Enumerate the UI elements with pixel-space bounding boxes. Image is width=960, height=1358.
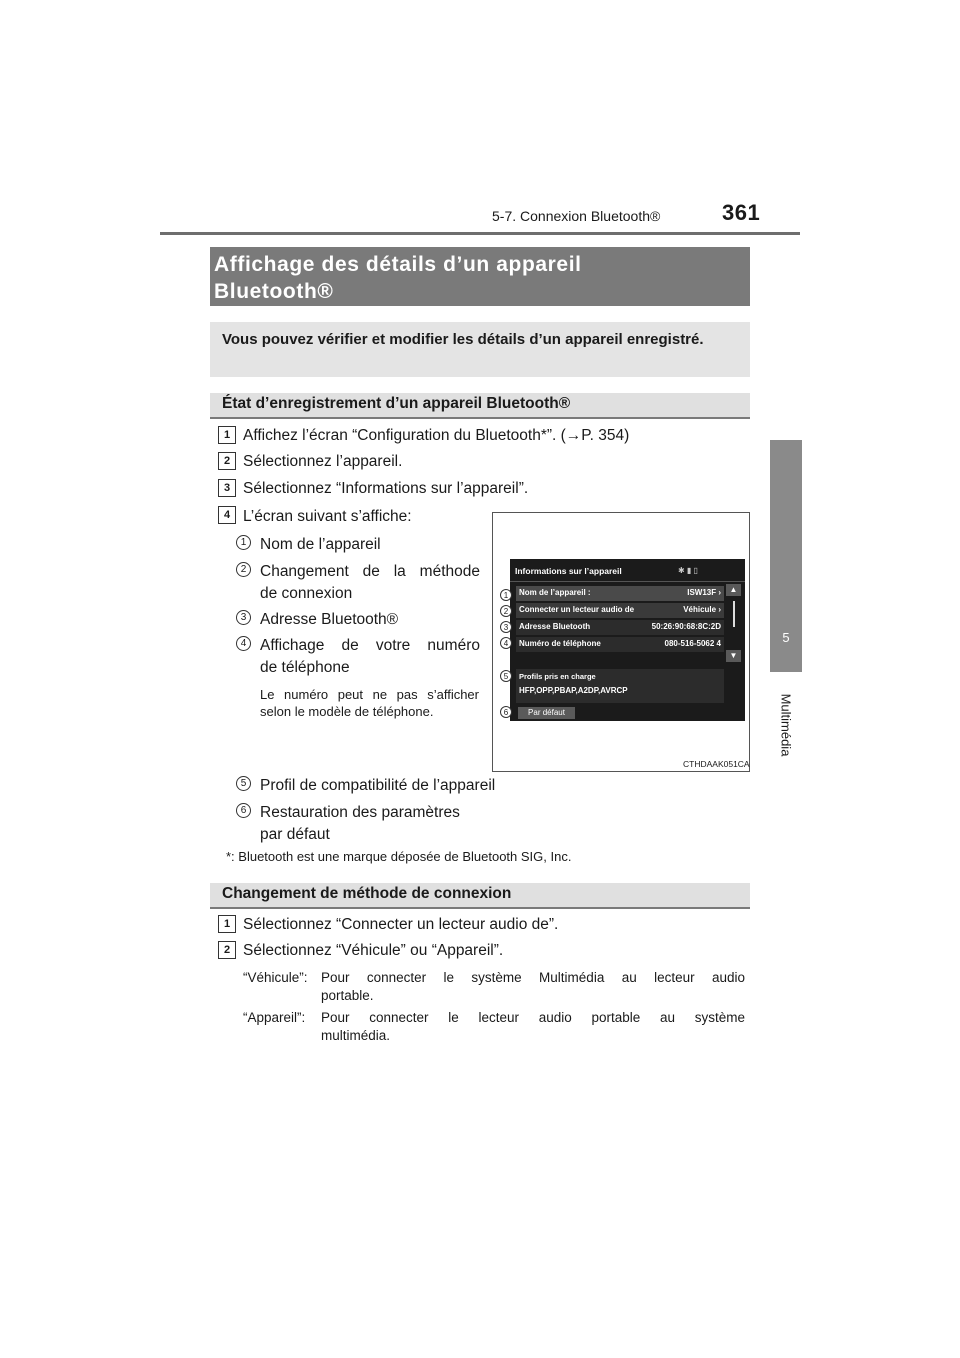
figure-callout: 4 — [500, 637, 512, 649]
step-number: 2 — [218, 452, 236, 470]
figure-callout: 2 — [500, 605, 512, 617]
side-tab-label: Multimédia — [778, 693, 794, 757]
desc-term: “Véhicule”: — [243, 970, 308, 985]
screen-row-bt-address: Adresse Bluetooth 50:26:90:68:8C:2D — [516, 620, 724, 635]
screen-profiles-box: Profils pris en charge HFP,OPP,PBAP,A2DP,AVRCP — [516, 669, 724, 703]
step-number: 3 — [218, 479, 236, 497]
figure-callout: 6 — [500, 706, 512, 718]
step-text: Sélectionnez l’appareil. — [243, 453, 403, 470]
step-text: Sélectionnez “Informations sur l’appareil”. — [243, 480, 529, 497]
figure-code: CTHDAAK051CA — [683, 759, 750, 769]
page-number: 361 — [722, 200, 761, 225]
item-text: Nom de l’appareil — [260, 536, 381, 553]
item-text: Profil de compatibilité de l’appareil — [260, 777, 496, 794]
title-line2: Bluetooth® — [214, 280, 334, 303]
figure-callout: 1 — [500, 589, 512, 601]
desc-term: “Appareil”: — [243, 1010, 306, 1025]
figure-callout: 5 — [500, 670, 512, 682]
item-callout: 2 — [236, 562, 251, 577]
figure-callout: 3 — [500, 621, 512, 633]
item-note: Le numéro peut ne pas s’afficher selon le modèle de téléphone. — [260, 687, 479, 719]
status-icons: ✱ ▮ ▯ — [678, 566, 698, 575]
step-number: 1 — [218, 426, 236, 444]
section1-heading: État d’enregistrement d’un appareil Bluetooth® — [210, 393, 750, 419]
section-header: 5-7. Connexion Bluetooth® — [492, 208, 661, 224]
footnote: *: Bluetooth est une marque déposée de Bluetooth SIG, Inc. — [226, 849, 572, 864]
intro-text: Vous pouvez vérifier et modifier les détails d’un appareil enregistré. — [222, 331, 704, 348]
item-callout: 1 — [236, 535, 251, 550]
scroll-down-icon[interactable]: ▼ — [726, 650, 741, 662]
desc-text: Pour connecter le lecteur audio portable au système multimédia. — [321, 1010, 745, 1043]
device-info-screen — [510, 559, 745, 721]
step-text: Sélectionnez “Connecter un lecteur audio de”. — [243, 916, 559, 933]
screen-row-phone-number: Numéro de téléphone 080-516-5062 4 — [516, 637, 724, 652]
item-text: Adresse Bluetooth® — [260, 611, 399, 628]
section2-heading: Changement de méthode de connexion — [210, 883, 750, 909]
item-text: Affichage de votre numéro de téléphone — [260, 637, 480, 676]
item-callout: 3 — [236, 610, 251, 625]
step-number: 4 — [218, 506, 236, 524]
item-callout: 5 — [236, 776, 251, 791]
screen-row-device-name[interactable]: Nom de l’appareil : ISW13F › — [516, 586, 724, 601]
intro-box — [210, 322, 750, 377]
item-text: Changement de la méthode de connexion — [260, 563, 480, 602]
scrollbar[interactable] — [733, 601, 735, 627]
title-line1: Affichage des détails d’un appareil — [214, 253, 582, 276]
screen-title: Informations sur l’appareil — [515, 566, 622, 576]
step-text: Affichez l’écran “Configuration du Bluetooth*”. (→P. 354) — [243, 427, 630, 444]
side-tab-number: 5 — [782, 630, 790, 645]
item-callout: 4 — [236, 636, 251, 651]
page-title — [210, 247, 750, 306]
step-number: 1 — [218, 915, 236, 933]
step-text: L’écran suivant s’affiche: — [243, 508, 412, 525]
scroll-up-icon[interactable]: ▲ — [726, 584, 741, 596]
item-text: Restauration des paramètres par défaut — [260, 804, 460, 843]
header-rule — [160, 232, 800, 235]
desc-text: Pour connecter le système Multimédia au lecteur audio portable. — [321, 970, 745, 1003]
step-text: Sélectionnez “Véhicule” ou “Appareil”. — [243, 942, 504, 959]
step-number: 2 — [218, 941, 236, 959]
screen-row-connect-audio[interactable]: Connecter un lecteur audio de Véhicule › — [516, 603, 724, 618]
item-callout: 6 — [236, 803, 251, 818]
default-button[interactable]: Par défaut — [518, 707, 575, 719]
